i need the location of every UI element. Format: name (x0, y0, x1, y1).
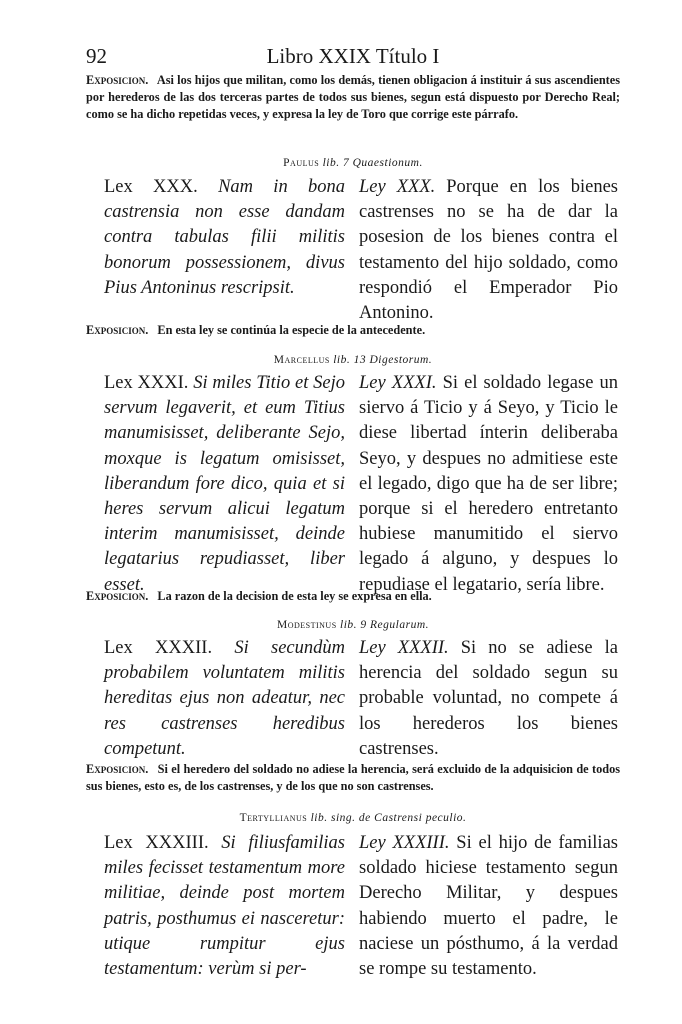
spanish-text-column (359, 371, 618, 598)
source-author: Paulus (283, 157, 320, 169)
latin-law-heading: Lex XXXIII. (104, 833, 209, 853)
spanish-law-text: Si el soldado legase un siervo á Ticio y á Seyo, y Ticio le diese libertad ínterin deliberaba Seyo, y despues no admitiese este el legado, digo que ha de ser libre; porque si el heredero entretanto hubiese manumitido el siervo legado á alguno, y despues lo repudiase el legatario, sería libre. (359, 373, 619, 595)
running-title: Libro XXIX Título I (266, 44, 440, 68)
source-author: Marcellus (273, 354, 330, 366)
latin-law-text: Si secundùm probabilem voluntatem militis hereditas ejus non adeatur, nec res castrenses heredibus competunt. (104, 638, 346, 759)
exposition-paragraph (86, 761, 620, 795)
latin-text-column (104, 831, 345, 982)
spanish-law-text: Porque en los bienes castrenses no se ha de dar la posesion de los bienes contra el testamento del hijo soldado, como respondió el Emperador Pio Antonino. (359, 177, 618, 324)
exposition-paragraph (86, 322, 620, 339)
latin-law-heading: Lex XXX. (104, 177, 198, 197)
law-source (86, 157, 620, 169)
source-reference: lib. sing. de Castrensi peculio. (310, 812, 467, 824)
law-source (86, 354, 620, 366)
latin-text-column (104, 371, 345, 598)
spanish-text-column (359, 636, 618, 762)
spanish-law-text: Si no se adiese la herencia del soldado segun su probable voluntad, no compete á los herederos los bienes castrenses. (359, 638, 619, 759)
spanish-law-heading: Ley XXXIII. (359, 833, 450, 853)
exposition-label: Exposicion. (86, 73, 149, 87)
latin-law-heading: Lex XXXI. (104, 373, 189, 393)
latin-law-text: Si miles Titio et Sejo servum legaverit, et eum Titius manumisisset, deliberante Sejo, moxque is legatum omisisset, liberandum fore dico, quia et si heres servum alicui legatum interim manumisisset, deinde legatarius repudiasset, liber esset. (104, 373, 345, 595)
latin-text-column (104, 175, 345, 301)
exposition-paragraph (86, 588, 620, 605)
latin-law-heading: Lex XXXII. (104, 638, 213, 658)
law-source (86, 812, 620, 824)
source-reference: lib. 13 Digestorum. (333, 354, 433, 366)
spanish-law-heading: Ley XXXII. (359, 638, 449, 658)
page-header (86, 44, 620, 74)
spanish-law-heading: Ley XXXI. (359, 373, 437, 393)
spanish-text-column (359, 175, 618, 326)
exposition-label: Exposicion. (86, 323, 149, 337)
exposition-text: La razon de la decision de esta ley se expresa en ella. (157, 589, 432, 603)
latin-law-text: Si filiusfamilias miles fecisset testamentum more militiae, deinde post mortem patris, posthumus ei nasceretur: utique rumpitur ejus testamentum: verùm si per- (104, 833, 345, 980)
spanish-law-text: Si el hijo de familias soldado hiciese testamento segun Derecho Militar, y despues habiendo muerto el padre, le naciese un pósthumo, á la verdad se rompe su testamento. (359, 833, 618, 980)
exposition-paragraph (86, 72, 620, 123)
source-reference: lib. 9 Regularum. (340, 619, 430, 631)
law-source (86, 619, 620, 631)
spanish-text-column (359, 831, 618, 982)
exposition-text: Asi los hijos que militan, como los demás, tienen obligacion á instituir á sus ascendientes por herederos de las dos terceras partes de todos sus bienes, segun está dispuesto por Derecho Real; como se ha dicho repetidas veces, y expresa la ley de Toro que corrige este párrafo. (86, 73, 620, 121)
exposition-label: Exposicion. (86, 762, 149, 776)
source-author: Tertyllianus (239, 812, 308, 824)
latin-text-column (104, 636, 345, 762)
spanish-law-heading: Ley XXX. (359, 177, 436, 197)
page-number: 92 (86, 44, 107, 68)
exposition-text: Si el heredero del soldado no adiese la herencia, será excluido de la adquisicion de todos sus bienes, esto es, de los castrenses, y de los que no son castrenses. (86, 762, 620, 793)
exposition-label: Exposicion. (86, 589, 149, 603)
exposition-text: En esta ley se continúa la especie de la antecedente. (157, 323, 426, 337)
source-author: Modestinus (276, 619, 337, 631)
latin-law-text: Nam in bona castrensia non esse dandam contra tabulas filii militis bonorum possessionem, divus Pius Antoninus rescripsit. (104, 177, 345, 298)
source-reference: lib. 7 Quaestionum. (322, 157, 423, 169)
